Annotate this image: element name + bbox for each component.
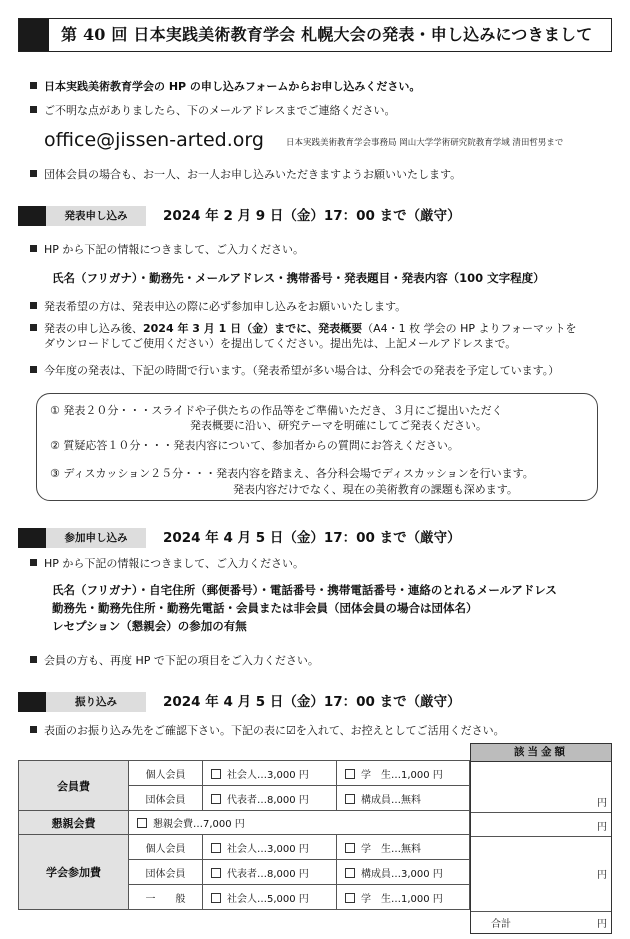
party-amount[interactable]: 円 [471, 813, 611, 837]
bullet-icon [30, 559, 37, 566]
fee-option[interactable]: 学 生…1,000 円 [337, 761, 470, 786]
presentation-note-1: 発表希望の方は、発表申込の際に必ず参加申し込みをお願いいたします。 [30, 300, 406, 314]
amount-header: 該当金額 [471, 744, 611, 762]
total-label: 合計 [491, 919, 511, 930]
presentation-note-3: 今年度の発表は、下記の時間で行います。（発表希望が多い場合は、分科会での発表を予定しています。） [30, 364, 559, 378]
amount-box [470, 743, 612, 934]
section-marker [18, 206, 46, 226]
checkbox-icon[interactable] [211, 893, 221, 903]
fee-option[interactable]: 社会人…3,000 円 [203, 835, 337, 860]
checkbox-icon[interactable] [345, 868, 355, 878]
membership-fee-label: 会員費 [19, 761, 129, 811]
checkbox-icon[interactable] [345, 843, 355, 853]
member-note: 会員の方も、再度 HP で下記の項目をご入力ください。 [30, 654, 319, 668]
presentation-hp-note: HP から下記の情報につきまして、ご入力ください。 [30, 243, 304, 257]
checkbox-icon[interactable] [211, 843, 221, 853]
page-title: 第 40 回 日本実践美術教育学会 札幌大会の発表・申し込みにつきまして [61, 25, 593, 44]
schedule-item-3-cont: 発表内容だけでなく、現在の美術教育の課題も深めます。 [233, 483, 518, 496]
title-marker [19, 19, 49, 51]
bullet-icon [30, 726, 37, 733]
membership-amount[interactable]: 円 [471, 761, 611, 813]
checkbox-icon[interactable] [211, 769, 221, 779]
bullet-icon [30, 302, 37, 309]
presentation-info: 氏名（フリガナ）・勤務先・メールアドレス・携帯番号・発表題目・発表内容（100 文字程度） [52, 271, 545, 285]
payment-deadline: 2024 年 4 月 5 日（金）17：00 まで（厳守） [163, 694, 461, 710]
general-label: 一 般 [129, 885, 203, 910]
bullet-icon [30, 366, 37, 373]
fee-option[interactable]: 代表者…8,000 円 [203, 860, 337, 885]
participation-label: 参加申し込み [46, 528, 146, 548]
fee-option[interactable]: 学 生…無料 [337, 835, 470, 860]
fee-option[interactable]: 構成員…無料 [337, 786, 470, 811]
fee-option[interactable]: 懇親会費…7,000 円 [129, 811, 470, 835]
presentation-label: 発表申し込み [46, 206, 146, 226]
bullet-icon [30, 324, 37, 331]
bullet-icon [30, 245, 37, 252]
presentation-deadline: 2024 年 2 月 9 日（金）17：00 まで（厳守） [163, 208, 461, 224]
participation-hp-note: HP から下記の情報につきまして、ご入力ください。 [30, 557, 304, 571]
payment-note: 表面のお振り込み先をご確認下さい。下記の表に☑を入れて、お控えとしてご活用ください。 [30, 724, 505, 738]
group-member-label: 団体会員 [129, 860, 203, 885]
schedule-item-2: ② 質疑応答１０分・・・発表内容について、参加者からの質問にお答えください。 [50, 439, 459, 452]
checkbox-icon[interactable] [211, 794, 221, 804]
schedule-item-1: ① 発表２０分・・・スライドや子供たちの作品等をご準備いただき、３月にご提出いただく [50, 404, 503, 417]
bullet-icon [30, 82, 37, 89]
checkbox-icon[interactable] [345, 794, 355, 804]
bullet-icon [30, 106, 37, 113]
title-banner [18, 18, 612, 52]
presentation-note-2: 発表の申し込み後、2024 年 3 月 1 日（金）までに、発表概要（A4・1 枚 学会の HP よりフォーマットを [30, 322, 577, 336]
payment-label: 振り込み [46, 692, 146, 712]
individual-member-label: 個人会員 [129, 835, 203, 860]
bullet-icon [30, 170, 37, 177]
schedule-item-3: ③ ディスカッション２５分・・・発表内容を踏まえ、各分科会場でディスカッションを行います。 [50, 467, 534, 480]
party-fee-label: 懇親会費 [19, 811, 129, 835]
contact-note: 日本実践美術教育学会事務局 岡山大学学術研究院教育学域 清田哲男まで [286, 138, 564, 148]
conference-amount[interactable]: 円 [471, 837, 611, 912]
checkbox-icon[interactable] [345, 769, 355, 779]
participation-info-1: 氏名（フリガナ）・自宅住所（郵便番号）・電話番号・携帯電話番号・連絡のとれるメールアドレス [52, 583, 557, 597]
checkbox-icon[interactable] [345, 893, 355, 903]
intro-line-1: 日本実践美術教育学会の HP の申し込みフォームからお申し込みください。 [30, 80, 420, 94]
section-marker [18, 692, 46, 712]
checkbox-icon[interactable] [137, 818, 147, 828]
group-member-label: 団体会員 [129, 786, 203, 811]
contact-email[interactable]: office@jissen-arted.org [44, 129, 264, 151]
participation-info-3: レセプション（懇親会）の参加の有無 [52, 619, 247, 633]
fee-option[interactable]: 代表者…8,000 円 [203, 786, 337, 811]
presentation-note-2-cont: ダウンロードしてご使用ください）を提出してください。提出先は、上記メールアドレスまで。 [44, 337, 517, 350]
participation-info-2: 勤務先・勤務先住所・勤務先電話・会員または非会員（団体会員の場合は団体名） [52, 601, 478, 615]
intro-line-3: 団体会員の場合も、お一人、お一人お申し込みいただきますようお願いいたします。 [30, 168, 461, 182]
total-amount[interactable]: 合計 円 [471, 912, 611, 933]
bullet-icon [30, 656, 37, 663]
checkbox-icon[interactable] [211, 868, 221, 878]
section-marker [18, 528, 46, 548]
fee-table [18, 760, 470, 910]
conference-fee-label: 学会参加費 [19, 835, 129, 910]
individual-member-label: 個人会員 [129, 761, 203, 786]
participation-deadline: 2024 年 4 月 5 日（金）17：00 まで（厳守） [163, 530, 461, 546]
intro-line-2: ご不明な点がありましたら、下のメールアドレスまでご連絡ください。 [30, 104, 395, 118]
fee-option[interactable]: 学 生…1,000 円 [337, 885, 470, 910]
fee-option[interactable]: 構成員…3,000 円 [337, 860, 470, 885]
schedule-item-1-cont: 発表概要に沿い、研究テーマを明確にしてご発表ください。 [190, 419, 487, 432]
fee-option[interactable]: 社会人…3,000 円 [203, 761, 337, 786]
fee-option[interactable]: 社会人…5,000 円 [203, 885, 337, 910]
